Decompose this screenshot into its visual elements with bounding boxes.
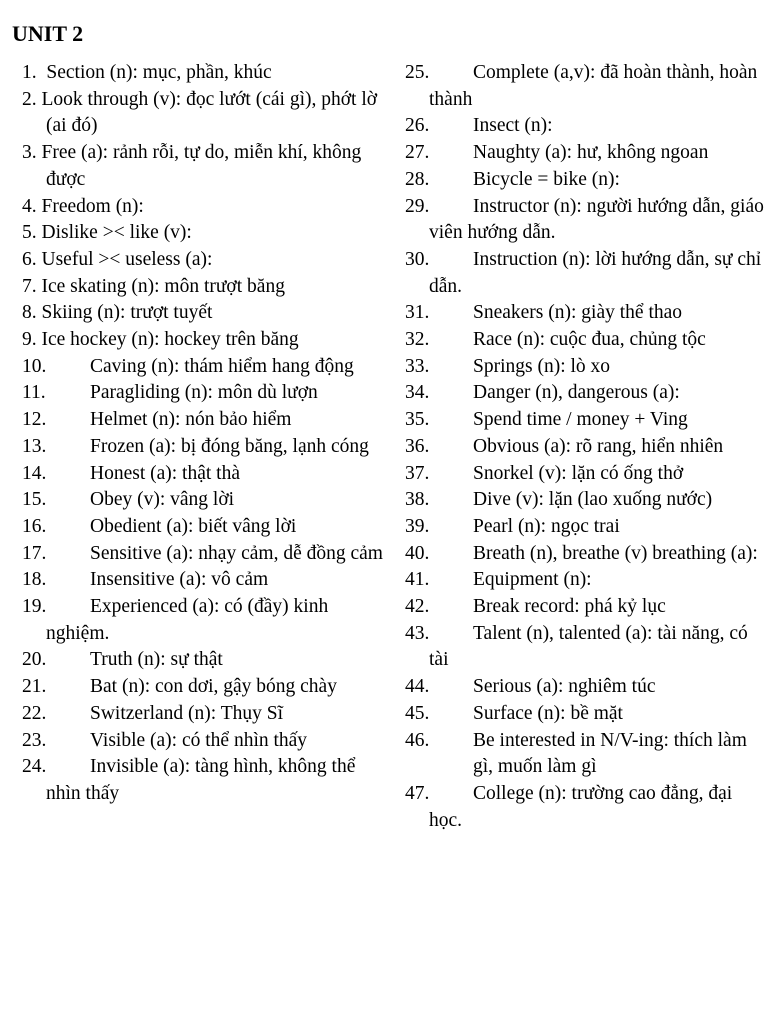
entry-number: 33.: [405, 355, 430, 377]
entry-number: 4.: [22, 195, 37, 217]
entry-number: 1.: [22, 62, 37, 83]
vocab-entry: [405, 514, 765, 541]
entry-number: 34.: [405, 382, 430, 404]
vocab-entry: [405, 380, 765, 407]
entry-text: Breath (n), breathe (v) breathing (a):: [473, 542, 758, 564]
vocab-entry: [405, 60, 765, 113]
entry-number: 30.: [405, 248, 430, 270]
entry-number: 25.: [405, 62, 430, 83]
vocab-entry: [22, 220, 394, 247]
entry-number: 24.: [22, 756, 47, 778]
vocab-entry: [405, 407, 765, 434]
vocab-entry: [405, 701, 765, 728]
entry-number: 13.: [22, 435, 47, 457]
entry-number: 18.: [22, 569, 47, 591]
entry-number: 17.: [22, 542, 47, 564]
entry-text: Obvious (a): rõ rang, hiển nhiên: [473, 435, 724, 457]
entry-text: Talent (n), talented (a): tài năng, có tài: [429, 622, 748, 671]
entry-number: 43.: [405, 622, 430, 644]
entry-number: 46.: [405, 729, 430, 751]
vocab-entry: [405, 567, 765, 594]
vocab-entry: [405, 113, 765, 140]
entry-number: 38.: [405, 489, 430, 511]
entry-number: 22.: [22, 702, 47, 724]
entry-text: Instructor (n): người hướng dẫn, giáo viên hướng dẫn.: [429, 195, 764, 244]
vocab-entry: [405, 781, 765, 834]
entry-number: 47.: [405, 782, 430, 804]
entry-text: Snorkel (v): lặn có ống thở: [473, 462, 684, 484]
entry-number: 36.: [405, 435, 430, 457]
vocab-entry: [22, 567, 394, 594]
entry-text: Bat (n): con dơi, gậy bóng chày: [90, 676, 337, 698]
vocab-entry: [22, 194, 394, 221]
entry-number: 29.: [405, 195, 430, 217]
vocab-entry: [22, 327, 394, 354]
entry-number: 9.: [22, 329, 37, 351]
entry-text: Dislike >< like (v):: [41, 222, 192, 244]
entry-text: Paragliding (n): môn dù lượn: [90, 382, 318, 404]
entry-text: Visible (a): có thể nhìn thấy: [90, 729, 308, 751]
entry-text: Break record: phá kỷ lục: [473, 596, 666, 618]
entry-text: Dive (v): lặn (lao xuống nước): [473, 489, 713, 511]
entry-text: Useful >< useless (a):: [41, 248, 213, 270]
entry-number: 26.: [405, 115, 430, 137]
vocab-entry: [22, 647, 394, 674]
vocab-entry: [405, 728, 765, 781]
entry-number: 12.: [22, 409, 47, 431]
vocab-entry: [22, 247, 394, 274]
vocab-entry: [405, 621, 765, 674]
entry-text: Sensitive (a): nhạy cảm, dễ đồng cảm: [90, 542, 383, 564]
entry-number: 2.: [22, 88, 37, 110]
entry-number: 39.: [405, 515, 430, 537]
entry-number: 37.: [405, 462, 430, 484]
vocab-entry: [405, 434, 765, 461]
vocab-entry: [22, 461, 394, 488]
vocab-entry: [22, 701, 394, 728]
unit-title: UNIT 2: [12, 21, 84, 46]
vocab-entry: [22, 541, 394, 568]
entry-text: Look through (v): đọc lướt (cái gì), phớt lờ (ai đó): [41, 88, 378, 137]
entry-text: Obedient (a): biết vâng lời: [90, 515, 297, 537]
entry-number: 44.: [405, 676, 430, 698]
entry-number: 6.: [22, 248, 37, 270]
vocab-entry: [22, 754, 394, 807]
entry-text: Insect (n):: [473, 115, 553, 137]
vocab-entry: [22, 674, 394, 701]
entry-text: Serious (a): nghiêm túc: [473, 676, 656, 698]
entry-text: Invisible (a): tàng hình, không thể nhìn thấy: [46, 756, 356, 804]
vocab-entry: [405, 461, 765, 488]
entry-text: Springs (n): lò xo: [473, 355, 611, 377]
vocab-entry: [405, 327, 765, 354]
entry-text: Pearl (n): ngọc trai: [473, 515, 620, 537]
entry-text: Naughty (a): hư, không ngoan: [473, 142, 709, 164]
entry-text: Danger (n), dangerous (a):: [473, 382, 680, 404]
entry-text: Bicycle = bike (n):: [473, 168, 620, 190]
entry-number: 10.: [22, 355, 47, 377]
vocab-entry: [22, 728, 394, 755]
entry-text: Honest (a): thật thà: [90, 462, 240, 484]
entry-text: Section (n): mục, phần, khúc: [46, 62, 272, 83]
entry-number: 5.: [22, 222, 37, 244]
entry-text: Switzerland (n): Thụy Sĩ: [90, 702, 283, 724]
entry-number: 20.: [22, 649, 47, 671]
vocab-entry: [405, 594, 765, 621]
entry-number: 32.: [405, 329, 430, 351]
vocab-entry: [22, 407, 394, 434]
entry-number: 3.: [22, 142, 37, 164]
entry-text: College (n): trường cao đẳng, đại học.: [429, 782, 733, 831]
vocab-entry: [22, 87, 394, 140]
vocab-entry: [22, 434, 394, 461]
vocab-column-right: [405, 60, 765, 834]
entry-text: Truth (n): sự thật: [90, 649, 223, 671]
entry-text: Surface (n): bề mặt: [473, 702, 623, 724]
vocab-entry: [405, 541, 765, 568]
entry-number: 28.: [405, 168, 430, 190]
entry-text: Insensitive (a): vô cảm: [90, 569, 269, 591]
vocab-entry: [22, 380, 394, 407]
entry-text: Instruction (n): lời hướng dẫn, sự chỉ dẫn.: [429, 248, 762, 297]
entry-number: 31.: [405, 302, 430, 324]
vocab-entry: [405, 354, 765, 381]
entry-text: Skiing (n): trượt tuyết: [41, 302, 213, 324]
entry-text: Ice skating (n): môn trượt băng: [41, 275, 285, 297]
entry-text: Sneakers (n): giày thể thao: [473, 302, 683, 324]
vocab-entry: [405, 487, 765, 514]
entry-text: Be interested in N/V-ing: thích làm gì, muốn làm gì: [473, 729, 747, 778]
entry-number: 11.: [22, 382, 46, 404]
vocab-entry: [22, 354, 394, 381]
vocab-entry: [405, 194, 765, 247]
vocab-entry: [22, 140, 394, 193]
entry-text: Helmet (n): nón bảo hiểm: [90, 409, 292, 431]
vocab-column-left: [22, 60, 394, 808]
vocab-entry: [22, 60, 394, 87]
vocab-entry: [405, 167, 765, 194]
entry-number: 40.: [405, 542, 430, 564]
entry-number: 15.: [22, 489, 47, 511]
entry-text: Complete (a,v): đã hoàn thành, hoàn thành: [429, 62, 758, 110]
entry-number: 23.: [22, 729, 47, 751]
vocab-entry: [405, 140, 765, 167]
vocab-entry: [22, 514, 394, 541]
vocab-entry: [22, 487, 394, 514]
entry-text: Ice hockey (n): hockey trên băng: [41, 329, 299, 351]
entry-text: Race (n): cuộc đua, chủng tộc: [473, 329, 706, 351]
entry-number: 21.: [22, 676, 47, 698]
entry-text: Freedom (n):: [41, 195, 144, 217]
entry-text: Frozen (a): bị đóng băng, lạnh cóng: [90, 435, 369, 457]
vocab-entry: [22, 274, 394, 301]
entry-text: Caving (n): thám hiểm hang động: [90, 355, 354, 377]
entry-number: 45.: [405, 702, 430, 724]
entry-number: 35.: [405, 409, 430, 431]
entry-number: 8.: [22, 302, 37, 324]
vocab-entry: [405, 674, 765, 701]
vocab-entry: [22, 594, 394, 647]
entry-number: 16.: [22, 515, 47, 537]
entry-text: Free (a): rảnh rỗi, tự do, miễn khí, không được: [41, 142, 362, 190]
vocab-entry: [22, 300, 394, 327]
entry-text: Experienced (a): có (đầy) kinh nghiệm.: [46, 596, 329, 644]
entry-number: 14.: [22, 462, 47, 484]
vocab-entry: [405, 247, 765, 300]
vocab-entry: [405, 300, 765, 327]
entry-text: Spend time / money + Ving: [473, 409, 688, 431]
entry-number: 19.: [22, 596, 47, 618]
entry-number: 7.: [22, 275, 37, 297]
entry-number: 27.: [405, 142, 430, 164]
entry-number: 42.: [405, 596, 430, 618]
entry-text: Equipment (n):: [473, 569, 592, 591]
entry-number: 41.: [405, 569, 430, 591]
entry-text: Obey (v): vâng lời: [90, 489, 235, 511]
